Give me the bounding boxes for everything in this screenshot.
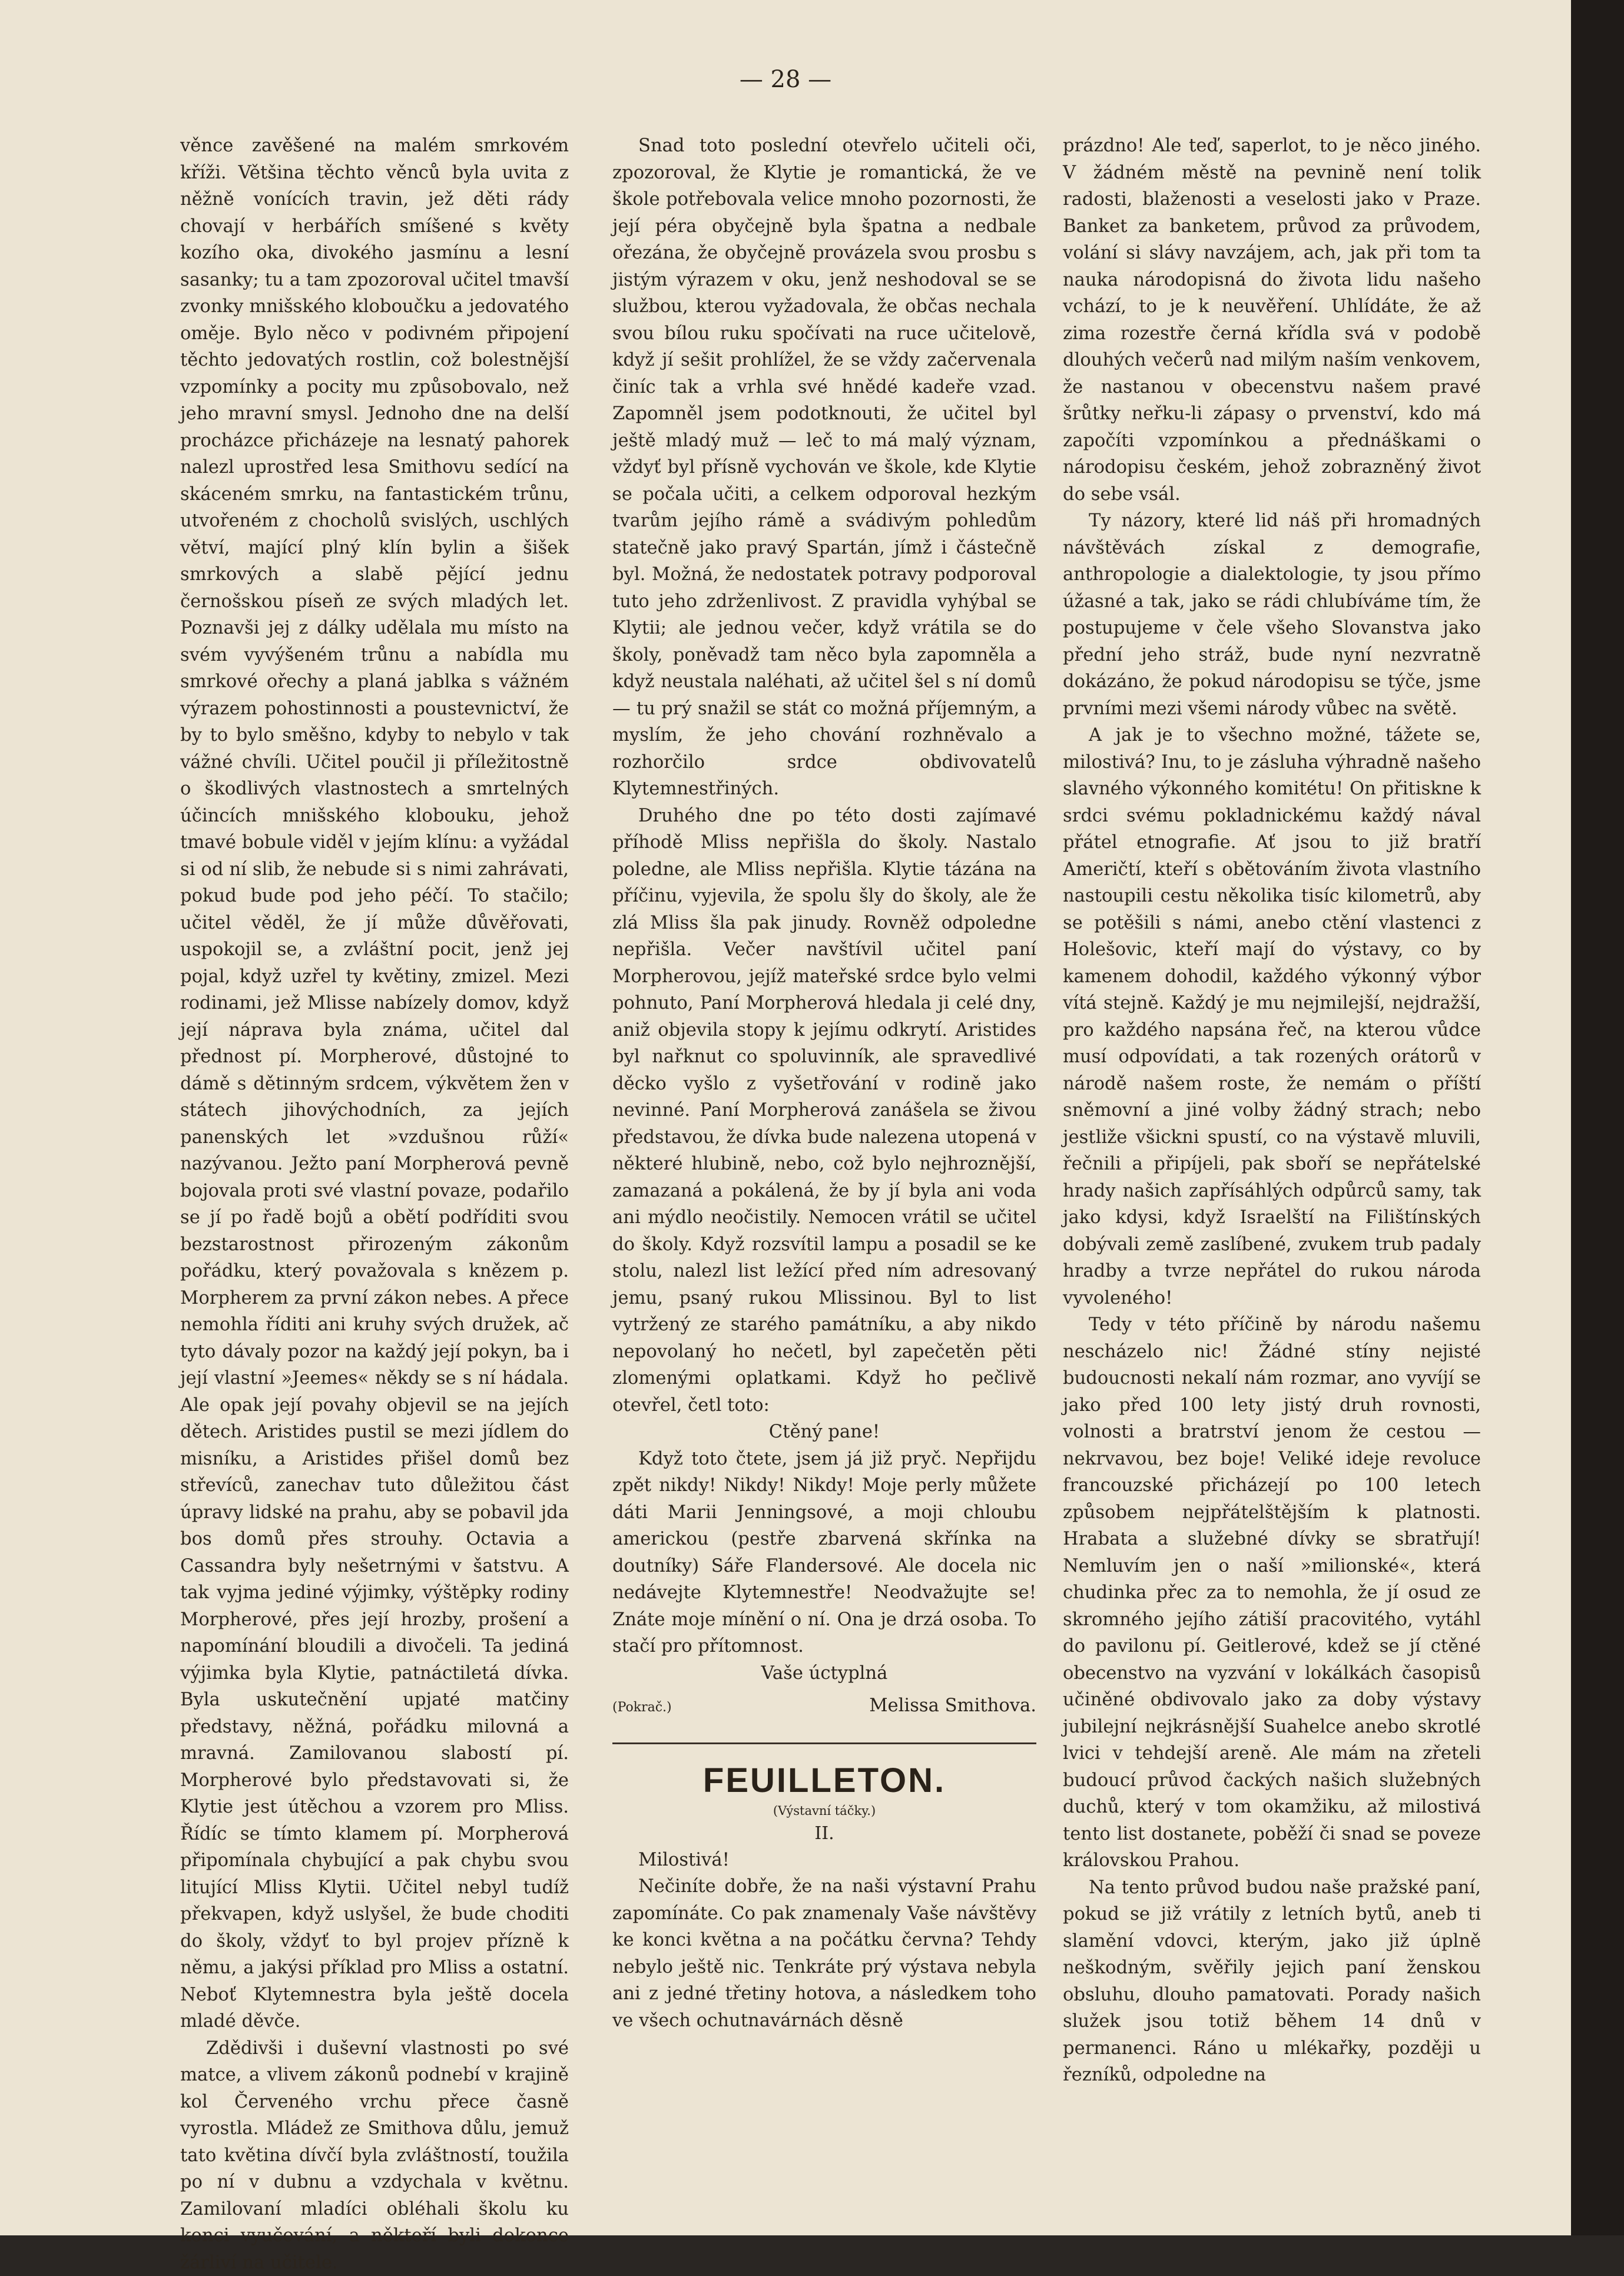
continued-note: (Pokrač.) bbox=[612, 1694, 672, 1721]
column-left bbox=[180, 132, 569, 2276]
signature-row bbox=[612, 1692, 1036, 1721]
letter-salutation: Ctěný pane! bbox=[612, 1419, 1036, 1446]
paragraph: A jak je to všechno možné, tážete se, milostivá? Inu, to je zásluha výhradně našeho slavného výkonného komitétu! On přitiskne k srdci svému pokladnickému každý nával přátel etnografie. Ať jsou to již bratří Američtí, kteří s obětováním života vlastního nastoupili cestu několika tisíc kilometrů, aby se potěšili s námi, anebo ctění vlastenci z Holešovic, kteří mají do výstavy, co by kamenem dohodil, každého výkonný výbor vítá stejně. Každý je mu nejmilejší, nejdražší, pro každého napsána řeč, na kterou vůdce musí odpovídati, a tak rozených orátorů v národě našem roste, že nemám o příští sněmovní a jiné volby žádný strach; nebo jestliže všickni spustí, co na výstavě mluvili, řečnili a připíjeli, pak sboří se nepřátelské hrady našich zapřísáhlých odpůrců samy, tak jako kdysi, když Israelští na Filištínských dobývali země zaslíbené, zvukem trub padaly hradby a tvrze nepřátel do rukou národa vyvoleného! bbox=[1063, 722, 1481, 1311]
paragraph: Na tento průvod budou naše pražské paní, pokud se již vrátily z letních bytů, aneb ti slamění vdovci, kterým, jako již úplně neškodným, svěřily jejich paní ženskou obsluhu, dlouho pamatovati. Porady našich služek jsou totiž během 14 dnů v permanenci. Ráno u mlékařky, později u řezníků, odpoledne na bbox=[1063, 1874, 1481, 2089]
signature: Melissa Smithova. bbox=[869, 1692, 1036, 1720]
paragraph: Snad toto poslední otevřelo učiteli oči, zpozoroval, že Klytie je romantická, že ve škole potřebovala velice mnoho pozornosti, že její péra obyčejně byla špatna a nedbale ořezána, že obyčejně provázela svou prosbu s jistým výrazem v oku, jenž neshodoval se se službou, kterou vyžadovala, že občas nechala svou bílou ruku spočívati na ruce učitelově, když jí sešit prohlížel, že se vždy začervenala činíc tak a vrhla své hnědé kadeře vzad. Zapomněl jsem podotknouti, že učitel byl ještě mladý muž — leč to má malý význam, vždyť byl přísně vychován ve škole, kde Klytie se počala učiti, a celkem odporoval hezkým tvarům jejího rámě a svádivým pohledům statečně jako pravý Spartán, jímž i částečně byl. Možná, že nedostatek potravy podporoval tuto jeho zdrženlivost. Z pravidla vyhýbal se Klytii; ale jednou večer, když vrátila se do školy, poněvadž tam něco byla zapomněla a když neustala naléhati, až učitel šel s ní domů — tu prý snažil se stát co možná příjemným, a myslím, že jeho chování rozhněvalo a rozhorčilo srdce obdivovatelů Klytemnestřiných. bbox=[612, 132, 1036, 803]
letter-body: Když toto čtete, jsem já již pryč. Nepřijdu zpět nikdy! Nikdy! Nikdy! Moje perly můžete dáti Marii Jenningsové, a moji chloubu americkou (pestře zbarvená skřínka na doutníky) Sáře Flandersové. Ale docela nic nedávejte Klytemnestře! Neodvažujte se! Znáte moje mínění o ní. Ona je drzá osoba. To stačí pro přítomnost. bbox=[612, 1446, 1036, 1660]
letter-closing: Vaše úctyplná bbox=[612, 1660, 1036, 1687]
paragraph: prázdno! Ale teď, saperlot, to je něco jiného. V žádném městě na pevnině není tolik radosti, blaženosti a veselosti jako v Praze. Banket za banketem, průvod za průvodem, volání si slávy navzájem, ach, jak při tom ta nauka národopisná do života lidu našeho vchází, to je k neuvěření. Uhlídáte, že až zima rozestře černá křídla svá v podobě dlouhých večerů nad milým naším venkovem, že nastanou v obecenstvu našem pravé šrůtky neřku-li zápasy o prvenství, kdo má započíti vzpomínkou a přednáškami o národopisu českém, jehož zobrazněný život do sebe vsál. bbox=[1063, 132, 1481, 508]
column-right bbox=[1063, 132, 1481, 2089]
feuilleton-greeting: Milostivá! bbox=[612, 1847, 1036, 1874]
scan-edge bbox=[1571, 0, 1624, 2235]
page-number: — 28 — bbox=[0, 66, 1571, 93]
column-middle bbox=[612, 132, 1036, 2034]
paragraph: Tedy v této příčině by národu našemu nescházelo nic! Žádné stíny nejisté budoucnosti nekalí nám rozmar, ano vyvíjí se jako před 100 lety jistý druh rovnosti, volnosti a bratrství jenom že cestou — nekrvavou, bez boje! Veliké ideje revoluce francouzské přicházejí po 100 letech způsobem nejpřátelštějším k platnosti. Hrabata a služebné dívky se sbratřují! Nemluvím jen o naší »milionské«, která chudinka přec za to nemohla, že jí osud ze skromného jejího zátiší pracovitého, vytáhl do pavilonu pí. Geitlerové, kdež se jí ctěné obecenstvo na vyzvání v lokálkách časopisů učiněné obdivovalo jako za doby výstavy jubilejní nejkrásnější Suahelce anebo skrotlé lvici v tehdejší areně. Ale mám na zřeteli budoucí průvod čackých našich služebných duchů, který v tom okamžiku, až milostivá tento list dostanete, poběží či snad se poveze královskou Prahou. bbox=[1063, 1311, 1481, 1874]
feuilleton-part: II. bbox=[612, 1821, 1036, 1847]
feuilleton-heading: FEUILLETON. bbox=[612, 1762, 1036, 1800]
section-divider bbox=[612, 1742, 1036, 1744]
paragraph: věnce zavěšené na malém smrkovém kříži. Většina těchto věnců byla uvita z něžně vonících travin, jež děti rády chovají v herbářích smíšené s květy kozího oka, divokého jasmínu a lesní sasanky; tu a tam zpozoroval učitel tmavší zvonky mnišského kloboučku a jedovatého oměje. Bylo něco v podivném připojení těchto jedovatých rostlin, což bolestnější vzpomínky a pocity mu způsobovalo, než jeho mravní smysl. Jednoho dne na delší procházce přicházeje na lesnatý pahorek nalezl uprostřed lesa Smithovu sedící na skáceném smrku, na fantastickém trůnu, utvořeném z chocholů svislých, uschlých větví, mající plný klín bylin a šišek smrkových a slabě pějící jednu černošskou píseň ze svých mladých let. Poznavši jej z dálky udělala mu místo na svém vyvýšeném trůnu a nabídla mu smrkové ořechy a planá jablka s vážném výrazem pohostinnosti a poustevnictví, že by to bylo směšno, kdyby to nebylo v tak vážné chvíli. Učitel poučil ji příležitostně o škodlivých vlastnostech a smrtelných účincích mnišského klobouku, jehož tmavé bobule viděl v jejím klínu: a vyžádal si od ní slib, že nebude si s nimi zahrávati, pokud bude pod jeho péčí. To stačilo; učitel věděl, že jí může důvěřovati, uspokojil se, a zvláštní pocit, jenž jej pojal, když uzřel ty květiny, zmizel. Mezi rodinami, jež Mlisse nabízely domov, když její náprava byla známa, učitel dal přednost pí. Morpherové, důstojné to dámě s dětinným srdcem, výkvětem žen v státech jihovýchodních, za jejích panenských let »vzdušnou růží« nazývanou. Ježto paní Morpherová pevně bojovala proti své vlastní povaze, podařilo se jí po řadě bojů a obětí podříditi svou bezstarostnost přirozeným zákonům pořádku, který považovala s knězem p. Morpherem za první zákon nebes. A přece nemohla říditi ani kruhy svých družek, ač tyto dávaly pozor na každý její pokyn, ba i její vlastní »Jeemes« někdy se s ní hádala. Ale opak její povahy objevil se na jejích dětech. Aristides pustil se mezi jídlem do misníku, a Aristides přišel domů bez střevíců, zanechav tuto důležitou část úpravy lidské na prahu, aby se pobavil jda bos domů přes strouhy. Octavia a Cassandra byly nešetrnými v šatstvu. A tak vyjma jediné výjimky, výštěpky rodiny Morpherové, přes její hrozby, prošení a napomínání bloudili a divočeli. Ta jediná výjimka byla Klytie, patnáctiletá dívka. Byla uskutečnění upjaté matčiny představy, něžná, pořádku milovná a mravná. Zamilovanou slabostí pí. Morpherové bylo představovati si, že Klytie jest útěchou a vzorem pro Mliss. Řídíc se tímto klamem pí. Morpherová připomínala chybující a pak chybu svou litující Mliss Klytii. Učitel nebyl tudíž překvapen, když uslyšel, že bude choditi do školy, vždyť to byl projev přízně k němu, a jakýsi příklad pro Mliss a ostatní. Neboť Klytemnestra byla ještě docela mladé děvče. bbox=[180, 132, 569, 2035]
paragraph: Druhého dne po této dosti zajímavé příhodě Mliss nepřišla do školy. Nastalo poledne, ale Mliss nepřišla. Klytie tázána na příčinu, vyjevila, že spolu šly do školy, ale že zlá Mliss šla pak jinudy. Rovněž odpoledne nepřišla. Večer navštívil učitel paní Morpherovou, jejíž mateřské srdce bylo velmi pohnuto, Paní Morpherová hledala ji celé dny, aniž objevila stopy k jejímu odkrytí. Aristides byl nařknut co spoluvinník, ale spravedlivé děcko vyšlo z vyšetřování v rodině jako nevinné. Paní Morpherová zanášela se živou představou, že dívka bude nalezena utopená v některé hlubině, nebo, což bylo nejhroznější, zamazaná a pokálená, že by jí byla ani voda ani mýdlo neočistily. Nemocen vrátil se učitel do školy. Když rozsvítil lampu a posadil se ke stolu, nalezl list ležící před ním adresovaný jemu, psaný rukou Mlissinou. Byl to list vytržený ze starého památníku, a aby nikdo nepovolaný ho nečetl, byl zapečetěn pěti zlomenými oplatkami. Když ho pečlivě otevřel, četl toto: bbox=[612, 803, 1036, 1419]
paragraph: Ty názory, které lid náš při hromadných návštěvách získal z demografie, anthropologie a dialektologie, ty jsou přímo úžasné a tak, jako se rádi chlubíváme tím, že postupujeme v čele všeho Slovanstva jako přední jeho stráž, bude nyní nezvratně dokázáno, že pokud národopisu se týče, jsme prvními mezi všemi národy vůbec na světě. bbox=[1063, 508, 1481, 722]
paragraph: Zdědivši i duševní vlastnosti po své matce, a vlivem zákonů podnebí v krajině kol Červeného vrchu přece časně vyrostla. Mládež ze Smithova důlu, jemuž tato květina dívčí byla zvláštností, toužila po ní v dubnu a vzdychala v květnu. Zamilovaní mladíci obléhali školu ku konci vyučování, a někteří byli dokonce žárliví na učitele. bbox=[180, 2035, 569, 2276]
feuilleton-subtitle: (Výstavní táčky.) bbox=[612, 1802, 1036, 1820]
paragraph: Nečiníte dobře, že na naši výstavní Prahu zapomínáte. Co pak znamenaly Vaše návštěvy ke konci května a na počátku června? Tehdy nebylo ještě nic. Tenkráte prý výstava nebyla ani z jedné třetiny hotova, a následkem toho ve všech ochutnavárnách děsně bbox=[612, 1873, 1036, 2034]
